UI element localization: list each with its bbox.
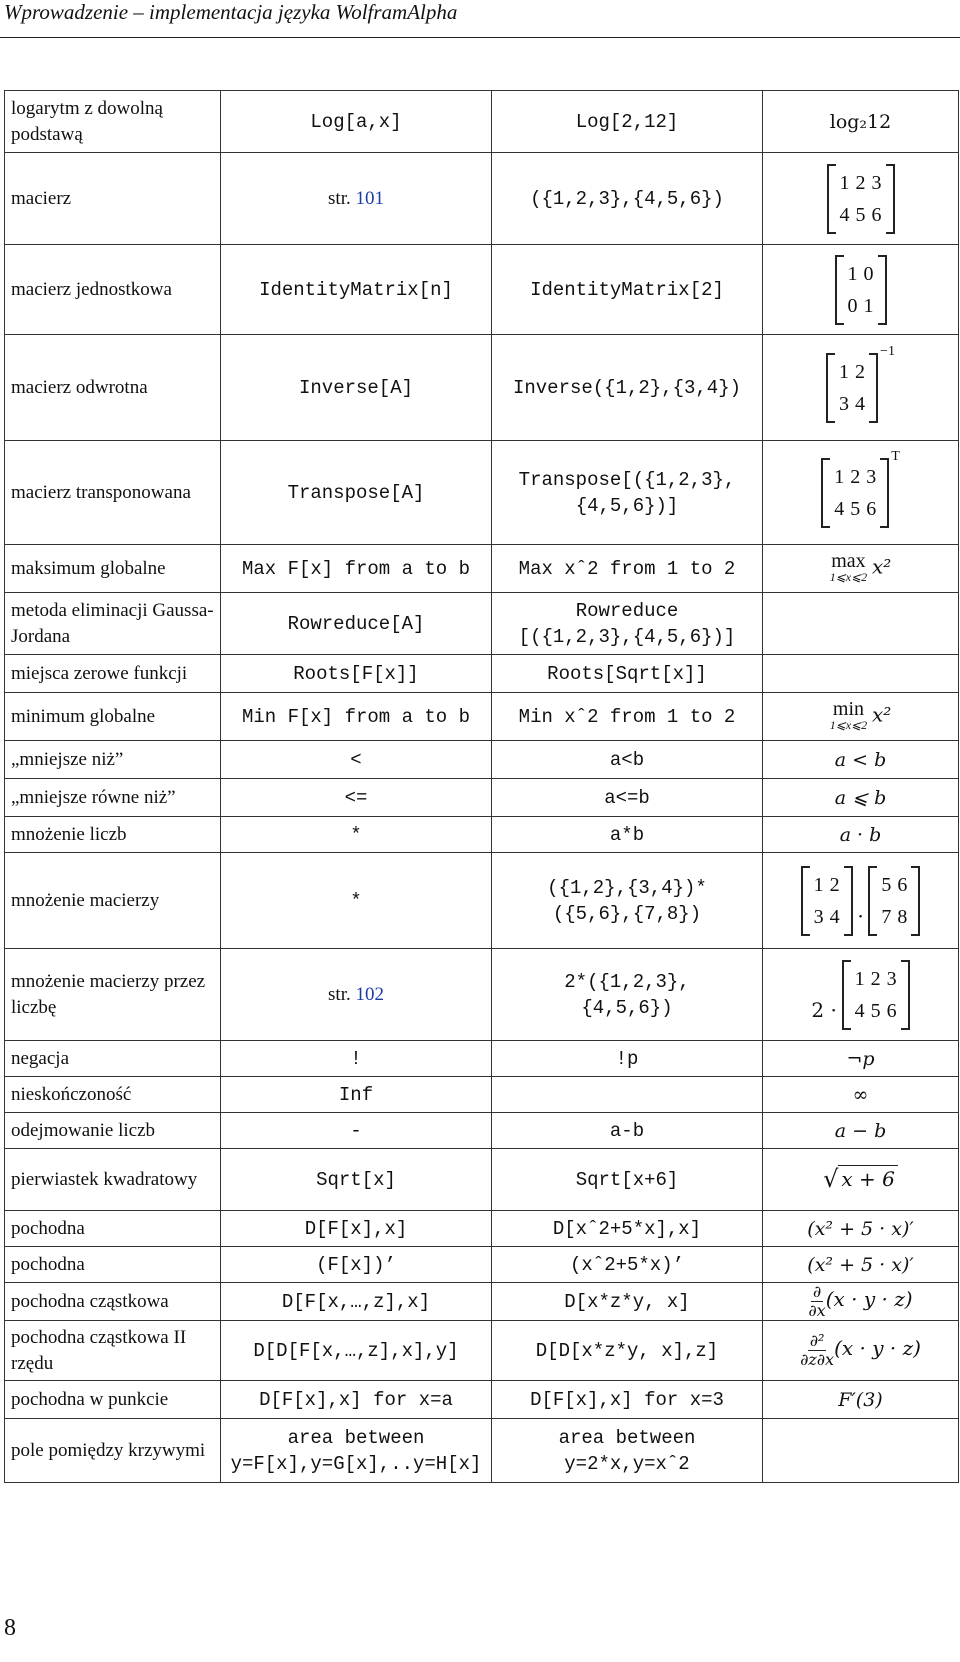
table-row <box>5 1211 959 1247</box>
row-syntax: D[F[x],x] for x=a <box>221 1381 492 1419</box>
row-description: mnożenie macierzy <box>5 853 221 949</box>
row-description: macierz jednostkowa <box>5 245 221 335</box>
row-example: 2*({1,2,3}, {4,5,6}) <box>492 949 763 1041</box>
row-description: metoda eliminacji Gaussa-Jordana <box>5 593 221 655</box>
row-result <box>763 335 959 441</box>
row-syntax: Inverse[A] <box>221 335 492 441</box>
partial-argument: (x · y · z) <box>825 1286 913 1311</box>
table-row <box>5 1321 959 1381</box>
row-syntax <box>221 949 492 1041</box>
table-row <box>5 153 959 245</box>
row-example: ({1,2},{3,4})* ({5,6},{7,8}) <box>492 853 763 949</box>
result-matrix-left: 1 2 3 4 <box>801 866 853 936</box>
row-result <box>763 853 959 949</box>
min-operator: min 1⩽x⩽2 <box>829 697 868 732</box>
row-syntax: IdentityMatrix[n] <box>221 245 492 335</box>
row-syntax: <= <box>221 779 492 817</box>
row-example: a<=b <box>492 779 763 817</box>
row-syntax: Min F[x] from a to b <box>221 693 492 741</box>
row-result: a ⩽ b <box>763 779 959 817</box>
row-example: Rowreduce [({1,2,3},{4,5,6})] <box>492 593 763 655</box>
table-row <box>5 1041 959 1077</box>
row-syntax: Max F[x] from a to b <box>221 545 492 593</box>
row-syntax: ! <box>221 1041 492 1077</box>
row-example <box>492 1077 763 1113</box>
row-description: pochodna <box>5 1211 221 1247</box>
row-description: miejsca zerowe funkcji <box>5 655 221 693</box>
row-syntax: < <box>221 741 492 779</box>
row-example: Sqrt[x+6] <box>492 1149 763 1211</box>
page-ref-prefix: str. <box>328 187 356 209</box>
result-matrix: 1 0 0 1 <box>835 255 887 325</box>
result-matrix: 1 2 3 4 5 6 <box>827 164 895 234</box>
row-example: Min xˆ2 from 1 to 2 <box>492 693 763 741</box>
table-row <box>5 1149 959 1211</box>
table-row <box>5 949 959 1041</box>
row-example: !p <box>492 1041 763 1077</box>
row-syntax: D[F[x,…,z],x] <box>221 1283 492 1321</box>
sqrt-expression: √ x + 6 <box>823 1165 898 1192</box>
row-result <box>763 1419 959 1483</box>
result-matrix: 1 2 3 4 5 6 <box>842 960 910 1030</box>
result-matrix: 1 2 3 4 5 6 <box>821 458 889 528</box>
table-row <box>5 693 959 741</box>
scalar-factor: 2 · <box>811 997 837 1022</box>
row-result <box>763 153 959 245</box>
page-ref-link[interactable]: 101 <box>355 187 384 209</box>
table-row <box>5 655 959 693</box>
table-row <box>5 545 959 593</box>
row-result <box>763 441 959 545</box>
row-description: negacja <box>5 1041 221 1077</box>
row-description: minimum globalne <box>5 693 221 741</box>
max-operator: max 1⩽x⩽2 <box>829 549 868 584</box>
command-table <box>4 90 959 1483</box>
row-syntax: Transpose[A] <box>221 441 492 545</box>
row-result: a − b <box>763 1113 959 1149</box>
table-row <box>5 91 959 153</box>
row-syntax: D[D[F[x,…,z],x],y] <box>221 1321 492 1381</box>
row-syntax: Inf <box>221 1077 492 1113</box>
row-result: a < b <box>763 741 959 779</box>
row-example: a-b <box>492 1113 763 1149</box>
table-row <box>5 817 959 853</box>
row-description: pochodna cząstkowa II rzędu <box>5 1321 221 1381</box>
max-argument: x² <box>871 553 892 578</box>
row-example: (xˆ2+5*x)’ <box>492 1247 763 1283</box>
row-result <box>763 655 959 693</box>
row-description: pochodna w punkcie <box>5 1381 221 1419</box>
table-row <box>5 245 959 335</box>
table-row <box>5 1381 959 1419</box>
table-row <box>5 1077 959 1113</box>
table-row <box>5 335 959 441</box>
row-description: mnożenie macierzy przez liczbę <box>5 949 221 1041</box>
row-result <box>763 593 959 655</box>
row-result: log₂12 <box>763 91 959 153</box>
row-example: area between y=2*x,y=xˆ2 <box>492 1419 763 1483</box>
row-example: a<b <box>492 741 763 779</box>
table-row <box>5 441 959 545</box>
min-argument: x² <box>871 701 892 726</box>
page-number: 8 <box>4 1615 16 1641</box>
partial-fraction: $\frac{\text{∂²}}{\partial z\partial x}$ <box>800 1331 835 1369</box>
row-example: D[D[x*z*y, x],z] <box>492 1321 763 1381</box>
row-example: IdentityMatrix[2] <box>492 245 763 335</box>
table-row <box>5 853 959 949</box>
row-result <box>763 245 959 335</box>
row-result: F′(3) <box>763 1381 959 1419</box>
row-syntax: - <box>221 1113 492 1149</box>
row-syntax <box>221 153 492 245</box>
multiply-dot: · <box>857 903 864 928</box>
row-description: macierz odwrotna <box>5 335 221 441</box>
table-row <box>5 741 959 779</box>
row-syntax: Rowreduce[A] <box>221 593 492 655</box>
partial-fraction: $\frac{\partial}{\partial x}$ <box>808 1282 826 1320</box>
result-matrix-right: 5 6 7 8 <box>868 866 920 936</box>
table-row <box>5 1283 959 1321</box>
row-description: pochodna cząstkowa <box>5 1283 221 1321</box>
matrix-superscript: −1 <box>880 343 895 359</box>
row-result <box>763 1283 959 1321</box>
partial-argument: (x · y · z) <box>834 1335 921 1360</box>
row-result <box>763 693 959 741</box>
row-example: Log[2,12] <box>492 91 763 153</box>
table-row <box>5 1419 959 1483</box>
page-ref-prefix: str. <box>328 983 356 1005</box>
row-result <box>763 1321 959 1381</box>
row-description: pochodna <box>5 1247 221 1283</box>
row-result: (x² + 5 · x)′ <box>763 1211 959 1247</box>
row-description: pole pomiędzy krzywymi <box>5 1419 221 1483</box>
row-result <box>763 545 959 593</box>
row-example: Inverse({1,2},{3,4}) <box>492 335 763 441</box>
row-description: odejmowanie liczb <box>5 1113 221 1149</box>
row-result: (x² + 5 · x)′ <box>763 1247 959 1283</box>
page-ref-link[interactable]: 102 <box>355 983 384 1005</box>
row-description: mnożenie liczb <box>5 817 221 853</box>
row-result: a · b <box>763 817 959 853</box>
row-description: „mniejsze niż” <box>5 741 221 779</box>
row-example: D[F[x],x] for x=3 <box>492 1381 763 1419</box>
row-description: macierz transponowana <box>5 441 221 545</box>
row-result <box>763 1149 959 1211</box>
row-example: D[x*z*y, x] <box>492 1283 763 1321</box>
table-row <box>5 779 959 817</box>
row-description: nieskończoność <box>5 1077 221 1113</box>
row-example: ({1,2,3},{4,5,6}) <box>492 153 763 245</box>
row-description: „mniejsze równe niż” <box>5 779 221 817</box>
row-result <box>763 949 959 1041</box>
header-title: Wprowadzenie – implementacja języka WolframAlpha <box>4 0 458 24</box>
row-syntax: * <box>221 853 492 949</box>
row-syntax: D[F[x],x] <box>221 1211 492 1247</box>
row-syntax: (F[x])’ <box>221 1247 492 1283</box>
row-example: D[xˆ2+5*x],x] <box>492 1211 763 1247</box>
result-matrix: 1 2 3 4 <box>826 353 878 423</box>
row-example: Transpose[({1,2,3}, {4,5,6})] <box>492 441 763 545</box>
row-description: logarytm z dowolną podstawą <box>5 91 221 153</box>
row-syntax: Sqrt[x] <box>221 1149 492 1211</box>
row-syntax: Log[a,x] <box>221 91 492 153</box>
row-example: Max xˆ2 from 1 to 2 <box>492 545 763 593</box>
table-row <box>5 1247 959 1283</box>
row-example: Roots[Sqrt[x]] <box>492 655 763 693</box>
row-syntax: * <box>221 817 492 853</box>
row-description: macierz <box>5 153 221 245</box>
row-example: a*b <box>492 817 763 853</box>
row-syntax: area between y=F[x],y=G[x],..y=H[x] <box>221 1419 492 1483</box>
row-description: pierwiastek kwadratowy <box>5 1149 221 1211</box>
row-result: ∞ <box>763 1077 959 1113</box>
page-header <box>0 0 960 38</box>
row-result: ¬p <box>763 1041 959 1077</box>
matrix-superscript: T <box>891 448 900 464</box>
row-description: maksimum globalne <box>5 545 221 593</box>
row-syntax: Roots[F[x]] <box>221 655 492 693</box>
table-row <box>5 1113 959 1149</box>
table-row <box>5 593 959 655</box>
